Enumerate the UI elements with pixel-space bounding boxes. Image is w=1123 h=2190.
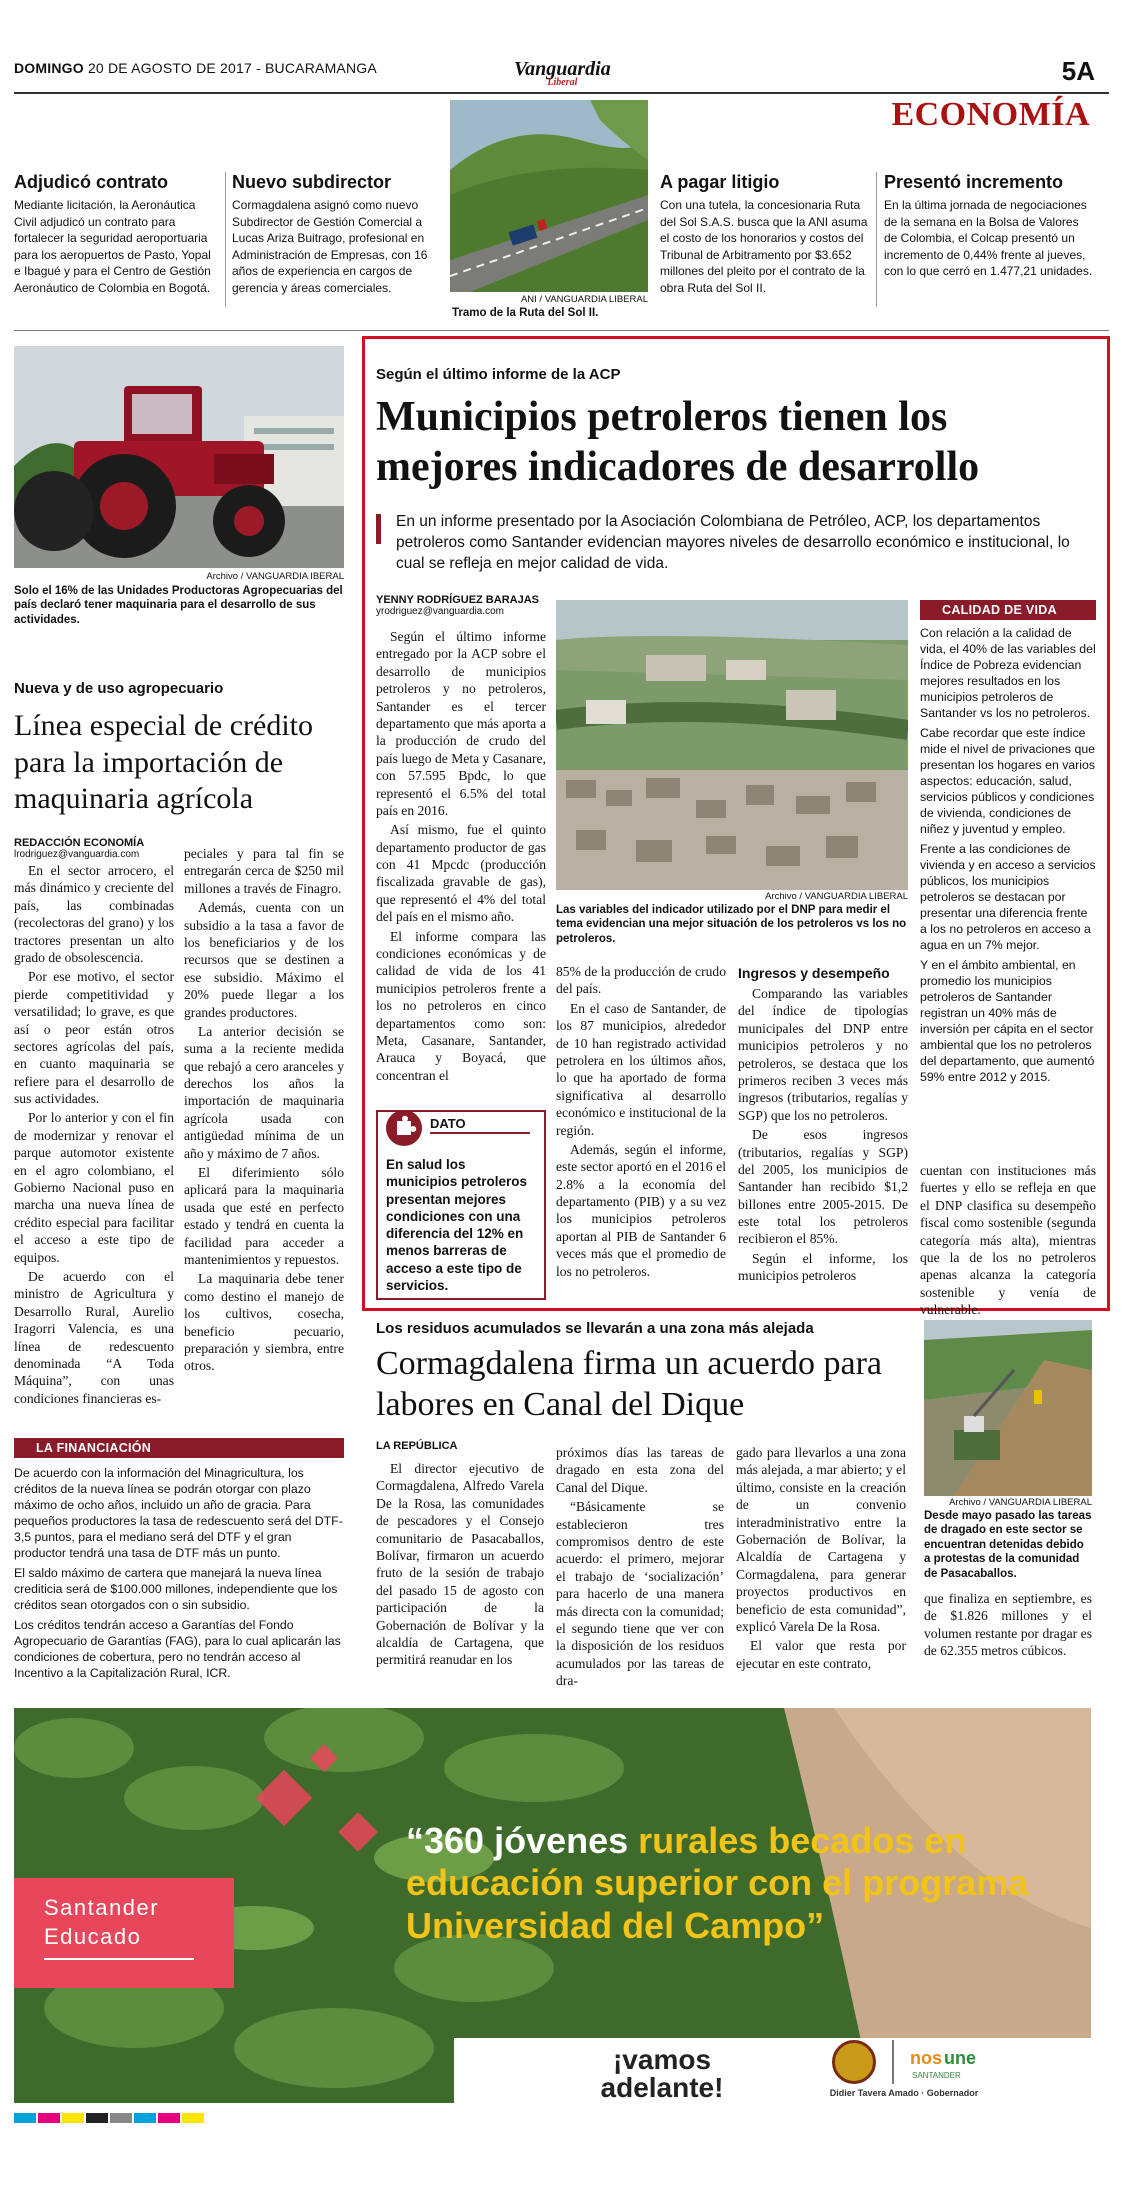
aerial-photo bbox=[556, 600, 908, 890]
issue-date: DOMINGO 20 DE AGOSTO DE 2017 - BUCARAMANGA bbox=[14, 60, 377, 76]
dato-text: En salud los municipios petroleros presentan mejores condiciones con una diferencia del 12% en menos barreras de acceso a este tipo de servicios. bbox=[386, 1157, 528, 1293]
tractor-image bbox=[14, 346, 344, 568]
ad-quote bbox=[406, 1820, 1066, 1947]
brief-subdirector bbox=[232, 172, 442, 296]
column-divider bbox=[876, 172, 877, 307]
byline: REDACCIÓN ECONOMÍA lrodriguez@vanguardia.com bbox=[14, 837, 145, 860]
photo-caption: Desde mayo pasado las tareas de dragado en este sector se encuentran detenidas debido a protestas de la comunidad de Pasacaballos. bbox=[924, 1510, 1092, 1580]
newspaper-logo: Vanguardia Liberal bbox=[514, 58, 611, 88]
logo-divider bbox=[892, 2040, 894, 2084]
horizontal-rule bbox=[14, 330, 1109, 331]
photo-credit: ANI / VANGUARDIA LIBERAL bbox=[520, 294, 648, 305]
printer-color-bar bbox=[14, 2112, 1091, 2124]
canal-photo bbox=[924, 1320, 1092, 1496]
article-column: El director ejecutivo de Cormagdalena, Alfredo Varela De la Rosa, las comunidades de pescadores y el Consejo comunitario de Pasacaballos, Bolívar, firmaron un acuerdo fruto de la sesión de trabajo del pasado 15 de agosto con participación de la Gobernación de Bolívar y la alcaldía de Cartagena, que permitirá reanudar en los bbox=[376, 1461, 544, 1668]
page-number: 5A bbox=[1061, 56, 1095, 86]
article-column: 85% de la producción de crudo del país. En el caso de Santander, de los 87 municipios, alrededor de 10 han registrado actividad petrolera en los últimos años, lo que ha aportado de forma significativa al desarrollo económico e institucional de la región. Además, según el informe, este sector aportó en el 2016 el 2.8% a la economía del departamento (PIB) y a su vez los municipios petroleros aportan al PIB de Santander 6 veces más que el promedio de los no petroleros. bbox=[556, 964, 726, 1279]
brief-title: Adjudicó contrato bbox=[14, 172, 168, 192]
tractor-photo bbox=[14, 346, 344, 568]
calidad-box-header bbox=[920, 600, 1096, 620]
article-column: cuentan con instituciones más fuertes y ello se refleja en que el DNP clasifica su desempeño fiscal como sostenible (segunda categoría más alta), mientras que la de los no petroleros apenas alcanza la categoría sostenible y venía de vulnerable. bbox=[920, 1163, 1096, 1318]
brand-name: Santander Educado bbox=[44, 1895, 160, 1949]
article-column: peciales y para tal fin se entregarán cerca de $250 mil millones a través de Finagro. Además, cuenta con un subsidio a la tasa a favor de los beneficiarios y de los recursos que se destinen a ese subsidio. Máximo el 20% puede llegar a los grandes productores. La anterior decisión se suma a la reciente medida que rebajó a cero aranceles y derechos los años la importación de maquinaria agrícola usada con antigüedad mínima de un año y máximo de 7 años. El diferimiento sólo aplicará para la maquinaria usada que esté en perfecto estado y tendrá en cuenta la facilidad para acceder a mantenimientos y repuestos. La maquinaria debe tener como destino el manejo de los cultivos, cosecha, beneficio pecuario, preparación y siembra, entre otros. bbox=[184, 846, 344, 1374]
article-headline: Cormagdalena firma un acuerdo para labores en Canal del Dique bbox=[376, 1345, 882, 1423]
brand-underline bbox=[44, 1958, 194, 1960]
section-title: ECONOMÍA bbox=[891, 96, 1090, 133]
photo-credit: Archivo / VANGUARDIA LIBERAL bbox=[765, 891, 908, 902]
svg-text:SANTANDER: SANTANDER bbox=[912, 2071, 961, 2080]
article-kicker: Nueva y de uso agropecuario bbox=[14, 680, 224, 697]
dato-box bbox=[376, 1110, 546, 1300]
road-image bbox=[450, 100, 648, 292]
brief-adjudico bbox=[14, 172, 219, 296]
lead-marker bbox=[376, 514, 381, 544]
subhead: Ingresos y desempeño bbox=[738, 965, 890, 981]
article-column: gado para llevarlos a una zona más alejada, a mar abierto; y el último, consiste en la creación de un convenio interadministrativo entre la Gobernación de Bolívar, la Alcaldía de Cartagena y Cormagdalena, para generar proyectos productivos en beneficio de esta comunidad”, explicó Varela De la Rosa. El valor que resta por ejecutar en este contrato, bbox=[736, 1445, 906, 1671]
byline: YENNY RODRÍGUEZ BARAJAS yrodriguez@vanguardia.com bbox=[376, 594, 539, 617]
brief-text: Cormagdalena asignó como nuevo Subdirector de Gestión Comercial a Lucas Ariza Buitrago, profesional en Administración de Empresas, con 16 años de experiencia en cargos de gerencia y áreas comerciales. bbox=[232, 198, 428, 295]
brief-title: A pagar litigio bbox=[660, 172, 780, 192]
road-photo bbox=[450, 100, 648, 292]
column-divider bbox=[225, 172, 226, 307]
main-headline: Municipios petroleros tienen los mejores indicadores de desarrollo bbox=[376, 394, 980, 491]
seal-icon bbox=[832, 2040, 876, 2084]
financiacion-box: De acuerdo con la información del Minagricultura, los créditos de la nueva línea se podrán otorgar con plazo máximo de ocho años, incluido un año de gracia. Para pequeños productores la tasa de redescuento será del DTF-3,5 puntos, para el mediano será del DTF y el gran productor tendrá una tasa de DTF más un punto. El saldo máximo de cartera que manejará la nueva línea crediticia será de $100.000 millones, independiente que los créditos sean otorgados con o sin subsidio. Los créditos tendrán acceso a Garantías del Fondo Agropecuario de Garantías (FAG), para lo cual aplicarán las condiciones de cobertura, pero no tendrán acceso al Incentivo a la Capitalización Rural, ICR. bbox=[14, 1466, 343, 1680]
article-column: En el sector arrocero, el más dinámico y creciente del país, las combinadas (recolectoras del grano) y los tractores presentan un alto grado de obsolescencia. Por ese motivo, el sector pierde competitividad y versatilidad; lo grave, es que así o peor están otros sectores agrícolas del país, en cuanto maquinaria se refiere para el desarrollo de sus actividades. Por lo anterior y con el fin de modernizar y renovar el parque automotor existente en el agro colombiano, el Gobierno Nacional puso en marcha una nueva línea de crédito especial para facilitar el acceso a este tipo de equipos. De acuerdo con el ministro de Agricultura y Desarrollo Rural, Aurelio Iragorri Valencia, es una línea de redescuento denominada “A Toda Máquina”, con unas condiciones financieras es- bbox=[14, 863, 174, 1406]
brief-title: Nuevo subdirector bbox=[232, 172, 392, 192]
masthead bbox=[14, 54, 1109, 94]
article-column: que finaliza en septiembre, es de $1.826 millones y el volumen restante por dragar es de 62.355 metros cúbicos. bbox=[924, 1591, 1092, 1659]
photo-caption: Las variables del indicador utilizado por el DNP para medir el tema evidencian una mejor situación de los petroleros vs los no petroleros. bbox=[556, 904, 907, 945]
dato-title: DATO bbox=[430, 1116, 466, 1131]
box-title: LA FINANCIACIÓN bbox=[36, 1441, 152, 1455]
brief-incremento bbox=[884, 172, 1094, 280]
brief-title: Presentó incremento bbox=[884, 172, 1064, 192]
brief-text: Mediante licitación, la Aeronáutica Civil adjudicó un contrato para fortalecer la seguridad aeroportuaria para los aeropuertos de Pasto, Yopal e Ibagué y para el Centro de Gestión Aeronáutico de Colombia en Bogotá. bbox=[14, 198, 211, 295]
calidad-sidebar: Con relación a la calidad de vida, el 40% de las variables del Índice de Pobreza evidencian mejores resultados en los municipios petroleros de Santander vs los no petroleros. Cabe recordar que este índice mide el nivel de privaciones que presentan los hogares en varios aspectos: educación, salud, servicios públicos y condiciones de vivienda, condiciones de niñez y juventud y empleo. Frente a las condiciones de vivienda y en acceso a servicios públicos, los municipios petroleros se destacan por presentar una diferencia frente a los no petroleros en acceso a agua en un 7% mejor. Y en el ámbito ambiental, en promedio los municipios petroleros de Santander registran un 40% más de inversión per cápita en el sector ambiental que los no petroleros del departamento, que aumentó 59% entre 2012 y 2015. bbox=[920, 626, 1096, 1084]
svg-text:une: une bbox=[944, 2048, 977, 2068]
advertisement bbox=[14, 1708, 1091, 2103]
ad-signer: Didier Tavera Amado · Gobernador bbox=[829, 2088, 979, 2098]
photo-credit: Archivo / VANGUARDIA IBERAL bbox=[206, 571, 344, 582]
byline: LA REPÚBLICA bbox=[376, 1440, 458, 1452]
article-column: Según el último informe entregado por la ACP sobre el desarrollo de municipios petroleros y no petroleros, Santander es el tercer departamento que más aporta a la producción de crudo del país luego de Meta y Casanare, con 57.595 Bpdc, lo que representó el 6.5% del total país en 2016. Así mismo, fue el quinto departamento productor de gas con 41 Mpcdc (producción fiscalizada gravable de gas), que representó el 4% del total del país en el mismo año. El informe compara las condiciones económicas y de calidad de vida de los 41 municipios petroleros frente a los no petroleros en cinco departamentos como son: Meta, Casanare, Santander, Arauca y Boyacá, que concentran el bbox=[376, 629, 546, 1083]
brief-text: En la última jornada de negociaciones de la semana en la Bolsa de Valores de Colombia, el Colcap presentó un incremento de 0,44% frente al jueves, con lo que cerró en 1.477,21 unidades. bbox=[884, 198, 1093, 279]
dredging-image bbox=[924, 1320, 1092, 1496]
article-kicker: Según el último informe de la ACP bbox=[376, 366, 621, 383]
puzzle-icon bbox=[386, 1110, 422, 1146]
ad-quote-white: “360 jóvenes bbox=[406, 1820, 629, 1861]
financiacion-box-header bbox=[14, 1438, 344, 1458]
article-headline: Línea especial de crédito para la importación de maquinaria agrícola bbox=[14, 709, 314, 816]
article-column: Ingresos y desempeño Comparando las variables del índice de tipologías municipales del DNP entre municipios petroleros y no petroleros, se destaca que los primeros reciben 3 veces más ingresos (tributarios, regalías y SGP) que los no petroleros. De esos ingresos (tributarios, regalías y SGP) del 2005, los municipios de Santander han recibido $1,2 billones entre 2005-2015. De este total los petroleros recibieron el 85%. Según el informe, los municipios petroleros bbox=[738, 965, 908, 1284]
article-lead: En un informe presentado por la Asociación Colombiana de Petróleo, ACP, los departamentos petroleros como Santander evidencian mayores niveles de desarrollo económico e institucional, lo cual se refleja en mejor calidad de vida. bbox=[396, 513, 1070, 572]
dato-underline bbox=[430, 1132, 530, 1134]
photo-caption: Tramo de la Ruta del Sol II. bbox=[452, 307, 599, 319]
brief-text: Con una tutela, la concesionaria Ruta del Sol S.A.S. busca que la ANI asuma el costo de los honorarios y costos del Tribunal de Arbitramento por $3.652 millones del pleito por el contrato de la obra Ruta del Sol II. bbox=[660, 198, 868, 295]
ad-slogan: ¡vamos adelante! bbox=[600, 2044, 724, 2103]
article-kicker: Los residuos acumulados se llevarán a una zona más alejada bbox=[376, 1320, 814, 1337]
article-column: próximos días las tareas de dragado en esta zona del Canal del Dique. “Básicamente se establecieron tres compromisos dentro de este acuerdo: el primero, mejorar el trabajo de ‘socialización’ para hacerlo de una manera más directa con la comunidad; el segundo tiene que ver con la disposición de los residuos acumulados por las tareas de dra- bbox=[556, 1445, 724, 1689]
santander-logo-icon bbox=[904, 2042, 984, 2086]
brief-litigio bbox=[660, 172, 870, 296]
aerial-city-image bbox=[556, 600, 908, 890]
photo-credit: Archivo / VANGUARDIA LIBERAL bbox=[949, 1497, 1092, 1508]
svg-text:nos: nos bbox=[910, 2048, 943, 2068]
ad-quote-yellow: rurales becados en educación superior con el programa Universidad del Campo” bbox=[406, 1820, 1029, 1946]
box-title: CALIDAD DE VIDA bbox=[942, 603, 1057, 617]
photo-caption: Solo el 16% de las Unidades Productoras Agropecuarias del país declaró tener maquinaria para el desarrollo de sus actividades. bbox=[14, 585, 343, 626]
